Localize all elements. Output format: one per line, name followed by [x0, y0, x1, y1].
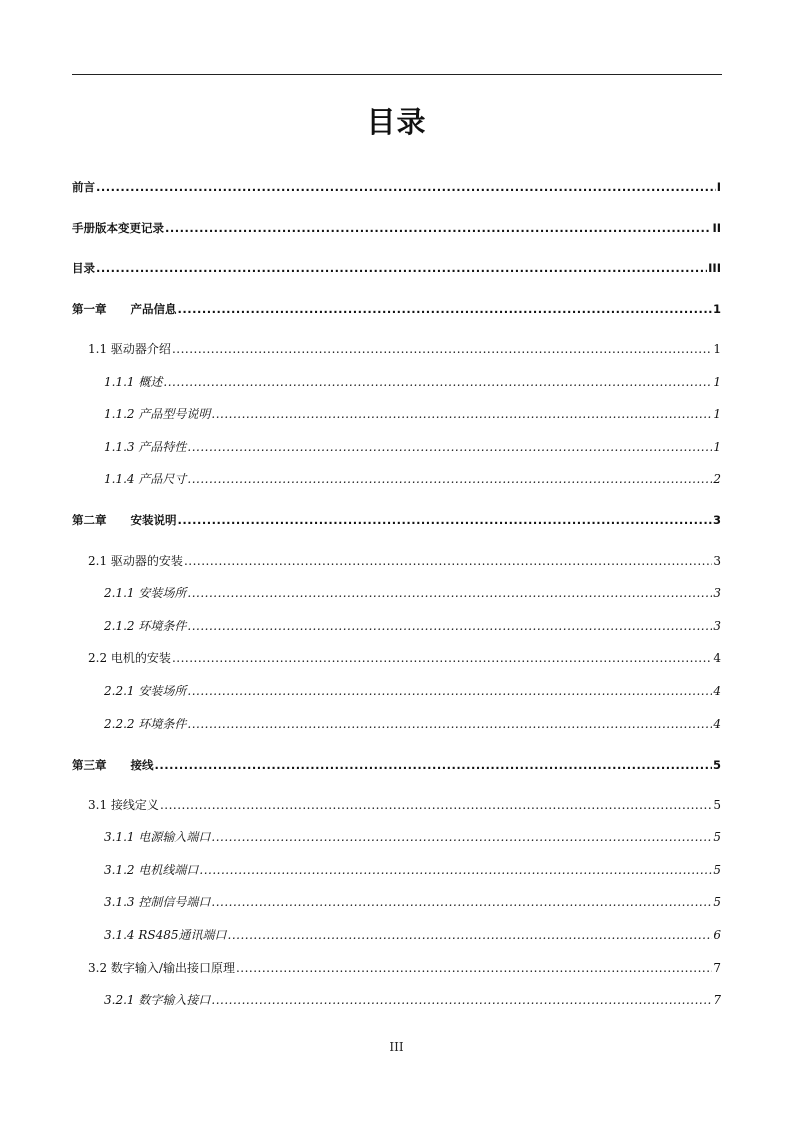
toc-entry-number: 第三章 [72, 758, 107, 772]
toc-entry-label [104, 618, 186, 634]
toc-leader-dots [199, 862, 712, 878]
toc-entry-number: 2.2.2 [104, 717, 135, 731]
toc-entry-page: 4 [713, 717, 721, 731]
toc-entry[interactable] [72, 512, 721, 528]
toc-entry-page: 5 [712, 758, 721, 772]
toc-entry-page: 5 [713, 895, 721, 909]
toc-entry-number: 1.1.2 [104, 407, 135, 421]
toc-entry-number: 2.2 [88, 651, 108, 665]
toc-entry-page: 5 [713, 863, 721, 877]
toc-entry-label [72, 301, 177, 317]
toc-entry[interactable] [104, 683, 721, 699]
toc-entry-number: 1.1 [88, 342, 108, 356]
toc-leader-dots [228, 927, 713, 943]
toc-entry-number: 2.1.2 [104, 619, 135, 633]
toc-leader-dots [187, 618, 712, 634]
toc-leader-dots [155, 757, 712, 773]
toc-entry-label [88, 960, 235, 976]
toc-entry-label [104, 439, 186, 455]
toc-entry-page: 1 [713, 440, 721, 454]
toc-leader-dots [211, 829, 712, 845]
toc-entry-text: 数字输入/输出接口原理 [110, 961, 235, 975]
toc-entry-page: 6 [713, 928, 721, 942]
toc-entry-text: 前言 [72, 180, 95, 194]
toc-entry-text: 安装场所 [138, 684, 187, 698]
toc-leader-dots [178, 512, 712, 528]
toc-leader-dots [172, 650, 712, 666]
toc-entry-text: 产品信息 [130, 302, 177, 316]
toc-leader-dots [178, 301, 712, 317]
toc-entry-number: 2.2.1 [104, 684, 135, 698]
toc-entry-label [72, 179, 95, 195]
toc-entry[interactable] [72, 301, 721, 317]
toc-leader-dots [187, 716, 712, 732]
toc-leader-dots [211, 992, 712, 1008]
toc-leader-dots [187, 683, 712, 699]
toc-entry-text: 接线 [130, 758, 154, 772]
toc-entry-number: 3.1 [88, 798, 108, 812]
toc-leader-dots [187, 471, 712, 487]
page-number: III [389, 1040, 404, 1054]
page-title: 目录 [366, 105, 427, 139]
toc-entry-label [88, 650, 171, 666]
toc-entry-text: 数字输入接口 [138, 993, 211, 1007]
toc-entry[interactable] [104, 927, 721, 943]
toc-entry-label [104, 862, 198, 878]
toc-entry[interactable] [104, 716, 721, 732]
toc-leader-dots [184, 553, 712, 569]
toc-entry-text: RS485通讯端口 [138, 928, 227, 942]
toc-entry-label [72, 757, 154, 773]
toc-leader-dots [187, 439, 712, 455]
toc-entry-page: 3 [713, 619, 721, 633]
toc-entry-text: 安装说明 [130, 513, 177, 527]
toc-entry-page: 1 [712, 302, 721, 316]
toc-entry-number: 3.2 [88, 961, 108, 975]
toc-entry-page: 3 [713, 586, 721, 600]
toc-entry-page: 7 [713, 993, 721, 1007]
toc-entry-number: 2.1 [88, 554, 108, 568]
toc-entry-number: 3.1.3 [104, 895, 135, 909]
toc-entry[interactable] [104, 471, 721, 487]
toc-entry[interactable] [104, 992, 721, 1008]
toc-leader-dots [211, 894, 712, 910]
toc-entry-number: 3.1.4 [104, 928, 135, 942]
toc-entry-label [104, 585, 186, 601]
toc-entry-text: 安装场所 [138, 586, 187, 600]
toc-entry-number: 第二章 [72, 513, 107, 527]
toc-entry-text: 电机线端口 [138, 863, 199, 877]
toc-entry-text: 环境条件 [138, 717, 187, 731]
toc-entry-page: II [712, 221, 721, 235]
toc-entry-text: 产品型号说明 [138, 407, 211, 421]
toc-entry-page: 1 [713, 342, 721, 356]
toc-entry[interactable] [104, 374, 721, 390]
toc-entry-label [72, 512, 177, 528]
toc-entry-text: 概述 [138, 375, 163, 389]
toc-entry-text: 产品特性 [138, 440, 187, 454]
toc-leader-dots [96, 260, 707, 276]
toc-leader-dots [211, 406, 712, 422]
toc-entry-page: 4 [713, 684, 721, 698]
toc-entry-number: 2.1.1 [104, 586, 135, 600]
toc-entry-page: 3 [712, 513, 721, 527]
toc-entry-text: 产品尺寸 [138, 472, 187, 486]
toc-entry-number: 1.1.3 [104, 440, 135, 454]
toc-entry-label [88, 797, 159, 813]
toc-entry-text: 电机的安装 [110, 651, 171, 665]
toc-leader-dots [165, 220, 711, 236]
toc-entry-label [104, 927, 227, 943]
toc-entry-text: 接线定义 [110, 798, 159, 812]
toc-entry-label [104, 406, 210, 422]
toc-entry[interactable] [104, 439, 721, 455]
toc-entry-label [104, 683, 186, 699]
toc-leader-dots [163, 374, 712, 390]
toc-entry-page: 3 [713, 554, 721, 568]
toc-entry-text: 驱动器的安装 [110, 554, 183, 568]
toc-entry-label [72, 220, 164, 236]
toc-entry[interactable] [72, 220, 721, 236]
toc-entry-number: 1.1.1 [104, 375, 135, 389]
toc-entry-label [104, 471, 186, 487]
toc-leader-dots [236, 960, 712, 976]
toc-leader-dots [96, 179, 716, 195]
toc-entry-page: 1 [713, 375, 721, 389]
toc-entry[interactable] [72, 260, 721, 276]
header-rule [72, 74, 722, 75]
toc-entry-page: III [708, 261, 721, 275]
toc-leader-dots [160, 797, 712, 813]
toc-entry-text: 驱动器介绍 [110, 342, 171, 356]
toc-entry-page: I [716, 180, 721, 194]
toc-entry-label [104, 829, 210, 845]
toc-entry-label [88, 341, 171, 357]
toc-entry[interactable] [72, 757, 721, 773]
toc-entry[interactable] [104, 829, 721, 845]
toc-entry-text: 目录 [72, 261, 95, 275]
toc-entry[interactable] [104, 406, 721, 422]
toc-entry[interactable] [88, 553, 721, 569]
toc-entry[interactable] [104, 862, 721, 878]
toc-entry[interactable] [88, 341, 721, 357]
toc-entry-text: 控制信号端口 [138, 895, 211, 909]
toc-entry-page: 1 [713, 407, 721, 421]
toc-entry-number: 1.1.4 [104, 472, 135, 486]
toc-entry-label [88, 553, 183, 569]
toc-entry[interactable] [88, 650, 721, 666]
toc-entry-number: 3.2.1 [104, 993, 135, 1007]
toc-entry-number: 3.1.2 [104, 863, 135, 877]
toc-leader-dots [172, 341, 712, 357]
toc-entry-number: 第一章 [72, 302, 107, 316]
toc-entry[interactable] [72, 179, 721, 195]
toc-entry-page: 4 [713, 651, 721, 665]
toc-entry-label [104, 374, 162, 390]
toc-entry-text: 手册版本变更记录 [72, 221, 164, 235]
toc-entry-text: 环境条件 [138, 619, 187, 633]
toc-entry-text: 电源输入端口 [138, 830, 211, 844]
toc-leader-dots [187, 585, 712, 601]
toc-entry-page: 2 [713, 472, 721, 486]
toc-entry-page: 5 [713, 830, 721, 844]
toc-entry-number: 3.1.1 [104, 830, 135, 844]
toc-entry-page: 7 [713, 961, 721, 975]
toc-entry-label [72, 260, 95, 276]
toc-entry[interactable] [88, 797, 721, 813]
toc-entry-label [104, 992, 210, 1008]
toc-entry-label [104, 716, 186, 732]
toc-entry[interactable] [104, 585, 721, 601]
toc-entry-page: 5 [713, 798, 721, 812]
toc-entry-label [104, 894, 210, 910]
toc-entry[interactable] [104, 618, 721, 634]
toc-entry[interactable] [88, 960, 721, 976]
toc-entry[interactable] [104, 894, 721, 910]
